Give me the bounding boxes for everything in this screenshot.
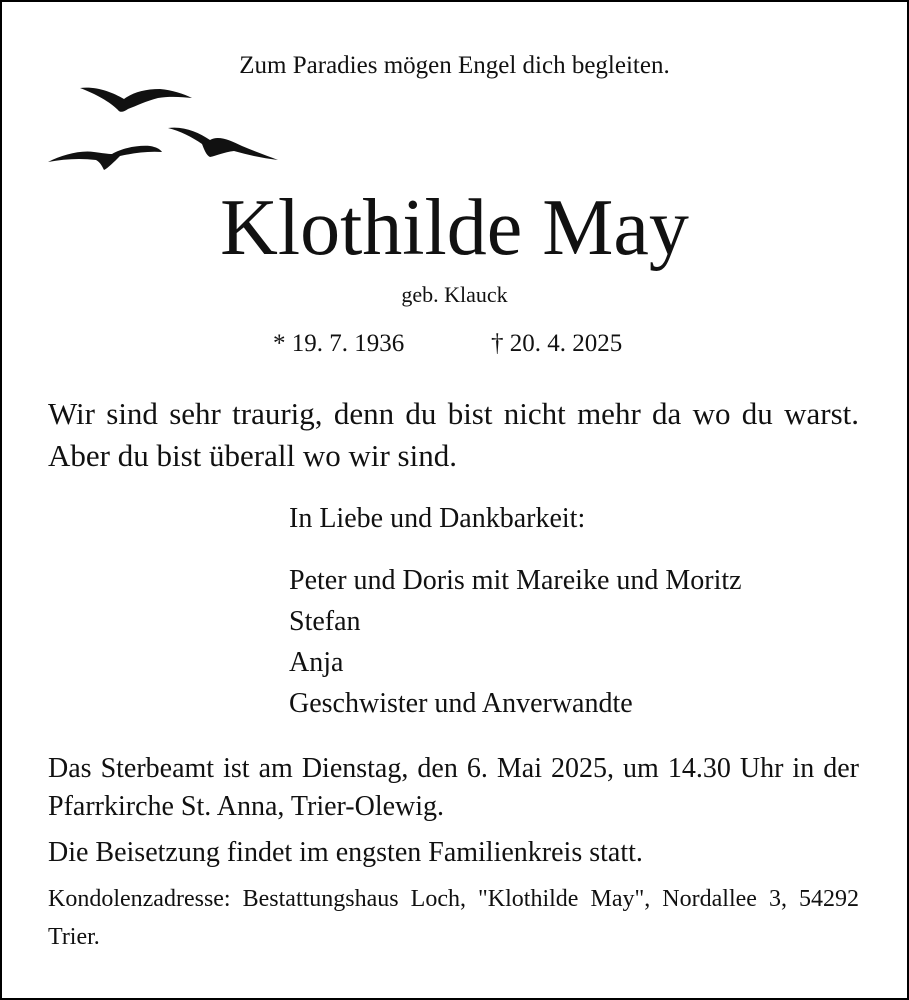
mourner-line: Geschwister und Anverwandte [289,688,633,719]
bird-right [168,128,278,160]
birds-illustration [44,82,284,177]
birth-date: * 19. 7. 1936 [273,330,405,357]
deceased-name: Klothilde May [220,184,689,272]
mourner-line: Peter und Doris mit Mareike und Moritz [289,565,742,596]
thanks-heading: In Liebe und Dankbarkeit: [289,503,586,534]
death-date: † 20. 4. 2025 [491,330,623,357]
motto: Zum Paradies mögen Engel dich begleiten. [239,52,670,79]
memorial-quote: Wir sind sehr traurig, denn du bist nicht mehr da wo du warst. Aber du bist überall wo wir sind. [48,396,859,473]
mourners-list [289,560,742,724]
maiden-name: geb. Klauck [401,282,508,307]
condolence-address: Kondolenzadresse: Bestattungshaus Loch, "Klothilde May", Nordallee 3, 54292 Trier. [48,886,859,950]
bird-top [80,88,192,112]
mourner-line: Stefan [289,606,361,637]
funeral-mass-info: Das Sterbeamt ist am Dienstag, den 6. Mai 2025, um 14.30 Uhr in der Pfarrkirche St. Anna, Trier-Olewig. [48,753,859,822]
mourner-line: Anja [289,647,344,678]
burial-info: Die Beisetzung findet im engsten Familienkreis statt. [48,837,643,868]
bird-left [48,146,162,170]
